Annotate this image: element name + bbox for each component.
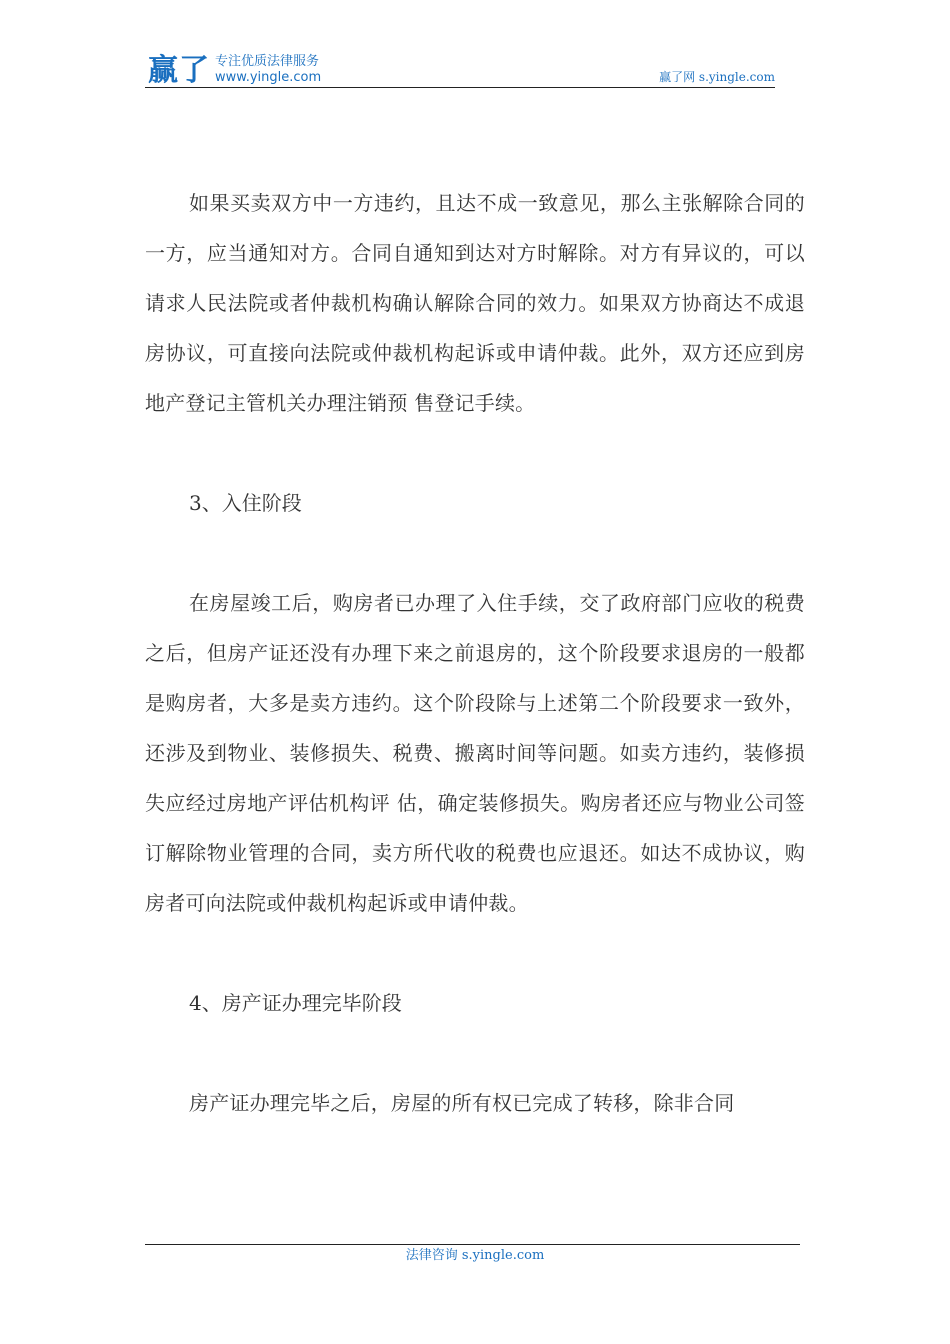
paragraph-move-in-stage: 在房屋竣工后，购房者已办理了入住手续，交了政府部门应收的税费之后，但房产证还没有办理下来之前退房的，这个阶段要求退房的一般都是购房者，大多是卖方违约。这个阶段除与上述第二个阶段要求一致外，还涉及到物业、装修损失、税费、搬离时间等问题。如卖方违约，装修损失应经过房地产评估机构评 估，确定装修损失。购房者还应与物业公司签订解除物业管理的合同，卖方所代收的税费也应退还。如达不成协议，购房者可向法院或仲裁机构起诉或申请仲裁。 [145,591,805,915]
spacer [145,528,805,578]
header-site-link[interactable]: 赢了网 s.yingle.com [659,70,775,84]
document-body [145,178,805,1128]
spacer [145,928,805,978]
footer-divider [145,1244,800,1245]
spacer [145,1028,805,1078]
section-heading-4: 4、房产证办理完毕阶段 [189,991,402,1015]
paragraph-termination: 如果买卖双方中一方违约，且达不成一致意见，那么主张解除合同的一方，应当通知对方。合同自通知到达对方时解除。对方有异议的，可以请求人民法院或者仲裁机构确认解除合同的效力。如果双方协商达不成退房协议，可直接向法院或仲裁机构起诉或申请仲裁。此外，双方还应到房地产登记主管机关办理注销预 售登记手续。 [145,191,805,415]
paragraph-certificate-stage: 房产证办理完毕之后，房屋的所有权已完成了转移，除非合同 [189,1091,735,1115]
section-heading-3: 3、入住阶段 [189,491,302,515]
logo-slogan: 专注优质法律服务 [215,54,320,69]
footer-link[interactable]: 法律咨询 s.yingle.com [405,1248,545,1263]
spacer [145,428,805,478]
header-divider [145,87,775,88]
yingle-logo[interactable]: 赢了 [148,53,210,88]
page-header [145,52,775,88]
logo-url[interactable]: www.yingle.com [215,70,322,85]
